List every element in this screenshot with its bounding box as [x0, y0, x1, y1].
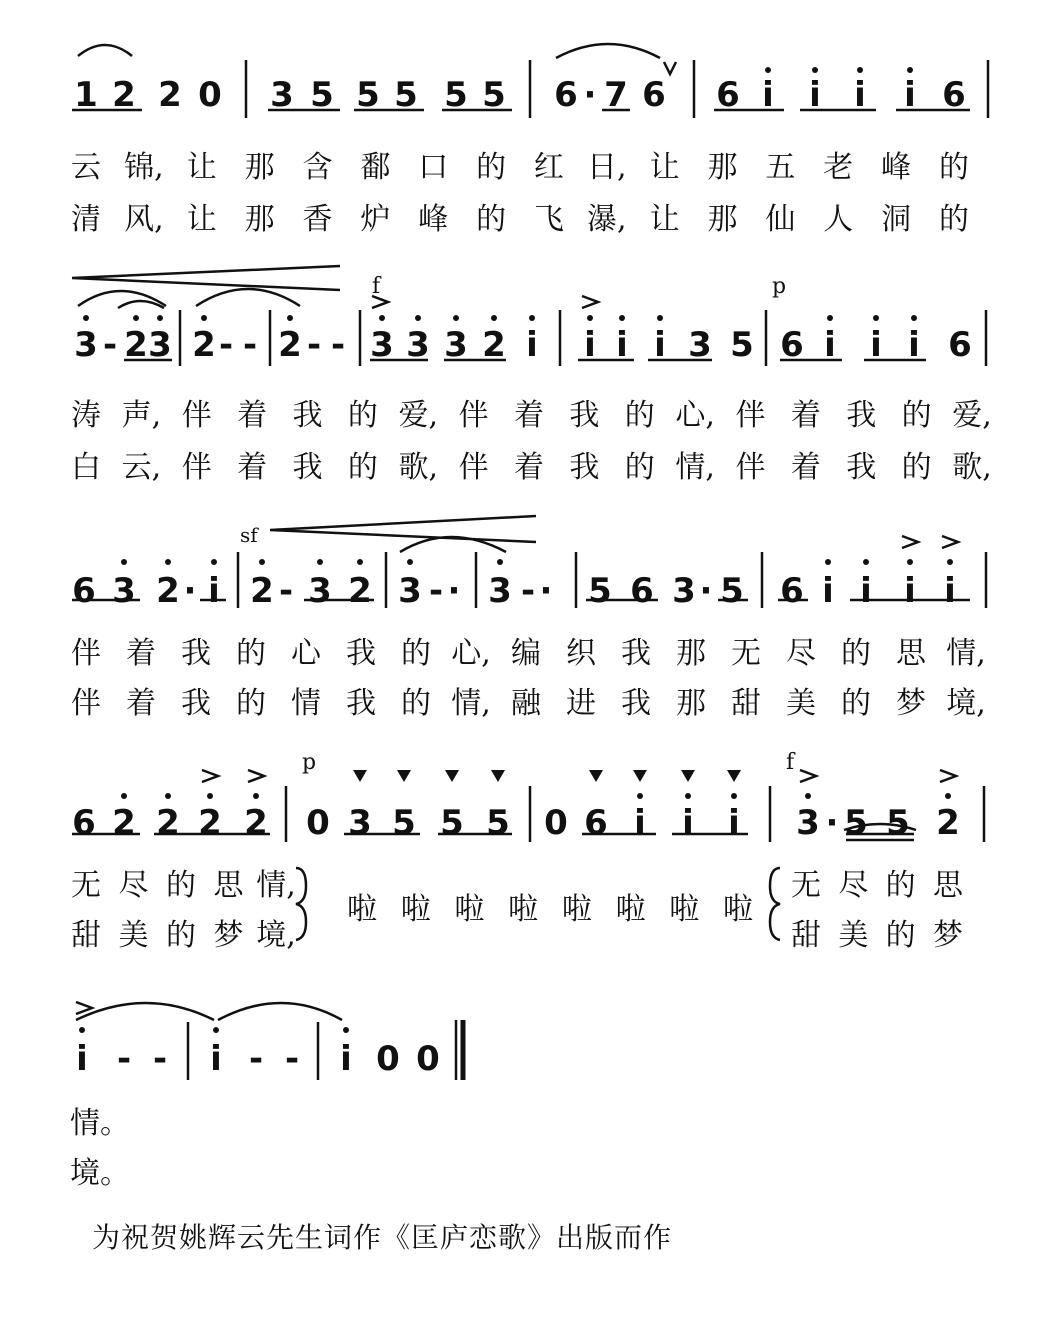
lyric-char: 那 — [244, 202, 275, 237]
note: - — [116, 1039, 132, 1079]
lyric-char: 境, — [946, 686, 986, 721]
lyric-char: 峰 — [418, 202, 449, 237]
note: 6 — [630, 571, 654, 611]
lyric-char: 美 — [838, 918, 869, 953]
note: 2 — [156, 571, 180, 611]
octave-dot — [133, 315, 139, 321]
note: 6 — [72, 571, 96, 611]
octave-dot — [379, 315, 385, 321]
note: i — [854, 75, 866, 115]
note: 3 — [74, 325, 98, 365]
note: i — [944, 571, 956, 611]
lyric-char: 啦 — [615, 892, 646, 927]
dynamic-mark: sf — [240, 523, 258, 547]
lyric-char: 我 — [846, 398, 877, 433]
lyric-char: 含 — [302, 150, 333, 185]
note: - — [284, 1039, 300, 1079]
octave-dot — [207, 793, 213, 799]
lyric-char: 那 — [244, 150, 275, 185]
octave-dot — [287, 315, 293, 321]
lyric-char: 那 — [707, 202, 738, 237]
note: 1 — [74, 75, 98, 115]
octave-dot — [907, 67, 913, 73]
lyric-char: 的 — [236, 636, 266, 671]
lyric-char: 着 — [514, 450, 544, 485]
lyric-char: 锦, — [124, 150, 164, 185]
lyric-char: 我 — [846, 450, 877, 485]
octave-dot — [907, 559, 913, 565]
final-lyric-2: 境。 — [70, 1156, 130, 1191]
note: 5 — [440, 803, 464, 843]
octave-dot — [121, 793, 127, 799]
lyric-char: 着 — [237, 450, 268, 485]
lyric-char: 声, — [121, 398, 162, 433]
lyric-char: 我 — [621, 636, 651, 671]
lyric-char: 白 — [71, 450, 101, 485]
lyric-char: 的 — [939, 202, 969, 237]
lyric-char: 伴 — [735, 450, 766, 485]
note: 5 — [444, 75, 468, 115]
note: i — [809, 75, 821, 115]
note: 2 — [278, 325, 302, 365]
octave-dot — [587, 315, 593, 321]
lyric-char: 情, — [675, 450, 715, 485]
note: 6 — [716, 75, 740, 115]
lyric-char: 我 — [181, 686, 211, 721]
octave-dot — [407, 559, 413, 565]
note: 0 — [306, 803, 330, 843]
dynamic-mark: f — [786, 750, 795, 775]
note: 6 — [942, 75, 966, 115]
note: 2 — [250, 571, 274, 611]
lyric-char: 飞 — [533, 202, 564, 237]
note: i — [908, 325, 920, 365]
lyric-char: 融 — [511, 686, 541, 721]
note: 5 — [486, 803, 510, 843]
lyric-char: 的 — [476, 150, 507, 185]
note: i — [654, 325, 666, 365]
lyric-char: 美 — [786, 686, 816, 721]
lyric-char: 着 — [790, 398, 821, 433]
lyric-char: 的 — [401, 636, 431, 671]
note: 6 — [584, 803, 608, 843]
note: 0 — [544, 803, 568, 843]
note: 6 — [780, 325, 804, 365]
lyric-char: 伴 — [458, 450, 489, 485]
note: 2 — [348, 571, 372, 611]
note: · — [825, 803, 839, 843]
note: 5 — [844, 803, 868, 843]
lyric-char: 伴 — [181, 398, 212, 433]
note: 3 — [112, 571, 136, 611]
lyric-char: 炉 — [360, 202, 391, 237]
note: - — [306, 325, 322, 365]
lyric-char: 甜 — [731, 686, 761, 721]
note: 2 — [156, 803, 180, 843]
note: 2 — [158, 75, 182, 115]
lyric-char: 让 — [649, 150, 680, 185]
lyric-char: 的 — [401, 686, 431, 721]
lyric-char: 鄱 — [360, 150, 391, 185]
lyric-char: 着 — [514, 398, 544, 433]
octave-dot — [259, 559, 265, 565]
lyric-char: 的 — [841, 636, 871, 671]
note: 3 — [370, 325, 394, 365]
lyric-char: 美 — [118, 918, 149, 953]
note: 3 — [488, 571, 512, 611]
note: 3 — [688, 325, 712, 365]
octave-dot — [121, 559, 127, 565]
note: 5 — [392, 803, 416, 843]
octave-dot — [165, 793, 171, 799]
note: i — [822, 571, 834, 611]
note: - — [242, 325, 258, 365]
lyric-char: 那 — [676, 636, 706, 671]
octave-dot — [863, 559, 869, 565]
note: 0 — [416, 1039, 440, 1079]
lyric-char: 情, — [256, 868, 296, 903]
octave-dot — [731, 793, 737, 799]
lyric-char: 的 — [166, 868, 196, 903]
lyric-char: 着 — [126, 686, 156, 721]
lyric-char: 风, — [124, 202, 164, 237]
lyric-char: 红 — [533, 150, 564, 185]
octave-dot — [619, 315, 625, 321]
lyric-char: 境, — [256, 918, 296, 953]
note: 6 — [780, 571, 804, 611]
lyric-char: 的 — [347, 398, 378, 433]
lyric-char: 梦 — [896, 686, 926, 721]
lyric-char: 那 — [676, 686, 706, 721]
octave-dot — [213, 1027, 219, 1033]
lyric-char: 情 — [291, 686, 321, 721]
lyric-char: 口 — [418, 150, 449, 185]
note: i — [762, 75, 774, 115]
lyric-char: 让 — [649, 202, 680, 237]
lyric-char: 我 — [346, 686, 376, 721]
note: 6 — [72, 803, 96, 843]
note: 5 — [720, 571, 744, 611]
note: i — [904, 571, 916, 611]
lyric-char: 五 — [765, 150, 796, 185]
note: i — [616, 325, 628, 365]
lyric-char: 爱, — [398, 398, 439, 433]
lyric-char: 峰 — [881, 150, 912, 185]
octave-dot — [857, 67, 863, 73]
note: · — [539, 571, 553, 611]
note: 2 — [244, 803, 268, 843]
lyric-char: 啦 — [347, 892, 377, 927]
lyric-char: 的 — [166, 918, 196, 953]
lyric-char: 让 — [186, 150, 217, 185]
note: i — [340, 1039, 352, 1079]
octave-dot — [253, 793, 259, 799]
note: i — [526, 325, 538, 365]
octave-dot — [685, 793, 691, 799]
note: - — [520, 571, 536, 611]
note: 6 — [554, 75, 578, 115]
lyric-char: 的 — [885, 868, 916, 903]
note: 2 — [198, 803, 222, 843]
lyric-char: 我 — [292, 450, 323, 485]
octave-dot — [812, 67, 818, 73]
lyric-char: 心 — [291, 636, 321, 671]
octave-dot — [79, 1027, 85, 1033]
lyric-char: 让 — [186, 202, 217, 237]
note: i — [824, 325, 836, 365]
note: 2 — [112, 75, 136, 115]
lyric-char: 思 — [896, 636, 926, 671]
note: 5 — [482, 75, 506, 115]
lyric-char: 着 — [237, 398, 268, 433]
octave-dot — [657, 315, 663, 321]
lyric-char: 清 — [71, 202, 101, 237]
lyric-char: 我 — [621, 686, 651, 721]
note: 5 — [394, 75, 418, 115]
note: 3 — [398, 571, 422, 611]
lyric-char: 心, — [451, 636, 491, 671]
lyric-char: 情, — [451, 686, 491, 721]
note: 3 — [270, 75, 294, 115]
note: i — [728, 803, 740, 843]
lyric-char: 进 — [566, 686, 596, 721]
lyric-char: 人 — [823, 202, 854, 237]
lyric-char: 梦 — [213, 918, 244, 953]
note: 3 — [308, 571, 332, 611]
octave-dot — [415, 315, 421, 321]
lyric-char: 啦 — [400, 892, 431, 927]
lyric-char: 无 — [71, 868, 101, 903]
octave-dot — [637, 793, 643, 799]
note: 2 — [482, 325, 506, 365]
lyric-char: 啦 — [508, 892, 539, 927]
lyric-char: 伴 — [181, 450, 212, 485]
lyric-char: 歌, — [952, 450, 992, 485]
lyric-char: 我 — [569, 450, 600, 485]
lyric-char: 老 — [823, 150, 854, 185]
note: 0 — [376, 1039, 400, 1079]
note: 2 — [192, 325, 216, 365]
lyric-char: 伴 — [71, 636, 101, 671]
lyric-char: 思 — [213, 868, 244, 903]
octave-dot — [343, 1027, 349, 1033]
note: i — [860, 571, 872, 611]
note: 3 — [406, 325, 430, 365]
octave-dot — [357, 559, 363, 565]
lyric-char: 编 — [511, 636, 541, 671]
octave-dot — [211, 559, 217, 565]
note: 2 — [112, 803, 136, 843]
note: 3 — [348, 803, 372, 843]
lyric-char: 我 — [569, 398, 600, 433]
lyric-char: 尽 — [118, 868, 149, 903]
lyric-char: 伴 — [71, 686, 101, 721]
note: i — [208, 571, 220, 611]
lyric-char: 思 — [933, 868, 963, 903]
lyric-char: 日, — [587, 150, 627, 185]
note: i — [904, 75, 916, 115]
note: · — [183, 571, 197, 611]
note: - — [278, 571, 294, 611]
lyric-char: 仙 — [765, 202, 796, 237]
lyric-char: 的 — [841, 686, 871, 721]
dedication-footer: 为祝贺姚辉云先生词作《匡庐恋歌》出版而作 — [92, 1221, 673, 1254]
note: 6 — [642, 75, 666, 115]
octave-dot — [497, 559, 503, 565]
lyric-char: 洞 — [881, 202, 912, 237]
lyric-char: 尽 — [786, 636, 816, 671]
lyric-char: 着 — [790, 450, 821, 485]
octave-dot — [947, 559, 953, 565]
lyric-char: 的 — [347, 450, 378, 485]
octave-dot — [873, 315, 879, 321]
octave-dot — [827, 315, 833, 321]
note: i — [210, 1039, 222, 1079]
final-lyric-1: 情。 — [70, 1106, 130, 1141]
lyric-char: 啦 — [723, 892, 753, 927]
lyric-char: 啦 — [561, 892, 592, 927]
lyric-char: 涛 — [71, 398, 101, 433]
octave-dot — [453, 315, 459, 321]
note: i — [682, 803, 694, 843]
note: 0 — [198, 75, 222, 115]
lyric-char: 的 — [624, 450, 655, 485]
note: 5 — [886, 803, 910, 843]
note: 6 — [948, 325, 972, 365]
note: i — [870, 325, 882, 365]
octave-dot — [491, 315, 497, 321]
lyric-char: 织 — [566, 636, 596, 671]
note: 3 — [148, 325, 172, 365]
lyric-char: 心, — [675, 398, 715, 433]
lyric-char: 甜 — [71, 918, 101, 953]
dynamic-mark: p — [772, 274, 787, 299]
note: · — [447, 571, 461, 611]
octave-dot — [945, 793, 951, 799]
lyric-char: 的 — [476, 202, 507, 237]
note: 3 — [444, 325, 468, 365]
lyric-char: 情, — [946, 636, 986, 671]
lyric-char: 歌, — [398, 450, 439, 485]
note: - — [102, 325, 118, 365]
dynamic-mark: p — [302, 750, 317, 775]
lyric-char: 着 — [126, 636, 156, 671]
note: - — [428, 571, 444, 611]
lyric-char: 无 — [791, 868, 821, 903]
lyric-char: 无 — [731, 636, 761, 671]
lyric-char: 云 — [71, 150, 101, 185]
octave-dot — [529, 315, 535, 321]
lyric-char: 云, — [121, 450, 162, 485]
note: 5 — [356, 75, 380, 115]
lyric-char: 尽 — [838, 868, 869, 903]
note: · — [583, 75, 597, 115]
note: i — [584, 325, 596, 365]
lyric-char: 甜 — [791, 918, 821, 953]
lyric-char: 我 — [346, 636, 376, 671]
lyric-char: 我 — [181, 636, 211, 671]
lyric-char: 的 — [885, 918, 916, 953]
lyric-char: 啦 — [454, 892, 485, 927]
note: 2 — [124, 325, 148, 365]
note: · — [699, 571, 713, 611]
lyric-char: 那 — [707, 150, 738, 185]
note: 5 — [730, 325, 754, 365]
note: i — [634, 803, 646, 843]
octave-dot — [825, 559, 831, 565]
note: - — [248, 1039, 264, 1079]
octave-dot — [911, 315, 917, 321]
octave-dot — [157, 315, 163, 321]
octave-dot — [201, 315, 207, 321]
lyric-char: 的 — [901, 398, 932, 433]
note: 5 — [310, 75, 334, 115]
lyric-char: 的 — [236, 686, 266, 721]
note: i — [76, 1039, 88, 1079]
note: 2 — [936, 803, 960, 843]
lyric-char: 的 — [939, 150, 969, 185]
octave-dot — [805, 793, 811, 799]
lyric-char: 爱, — [952, 398, 992, 433]
lyric-char: 伴 — [735, 398, 766, 433]
lyric-char: 瀑, — [587, 202, 627, 237]
note: 3 — [796, 803, 820, 843]
octave-dot — [765, 67, 771, 73]
note: 7 — [604, 75, 628, 115]
note: - — [152, 1039, 168, 1079]
lyric-char: 香 — [302, 202, 333, 237]
lyric-char: 伴 — [458, 398, 489, 433]
lyric-char: 的 — [901, 450, 932, 485]
lyric-char: 梦 — [933, 918, 963, 953]
lyric-char: 我 — [292, 398, 323, 433]
octave-dot — [165, 559, 171, 565]
note: 5 — [588, 571, 612, 611]
lyric-char: 啦 — [669, 892, 700, 927]
lyric-char: 的 — [624, 398, 655, 433]
octave-dot — [317, 559, 323, 565]
note: - — [330, 325, 346, 365]
note: 3 — [672, 571, 696, 611]
note: - — [218, 325, 234, 365]
octave-dot — [83, 315, 89, 321]
dynamic-mark: f — [372, 274, 381, 299]
